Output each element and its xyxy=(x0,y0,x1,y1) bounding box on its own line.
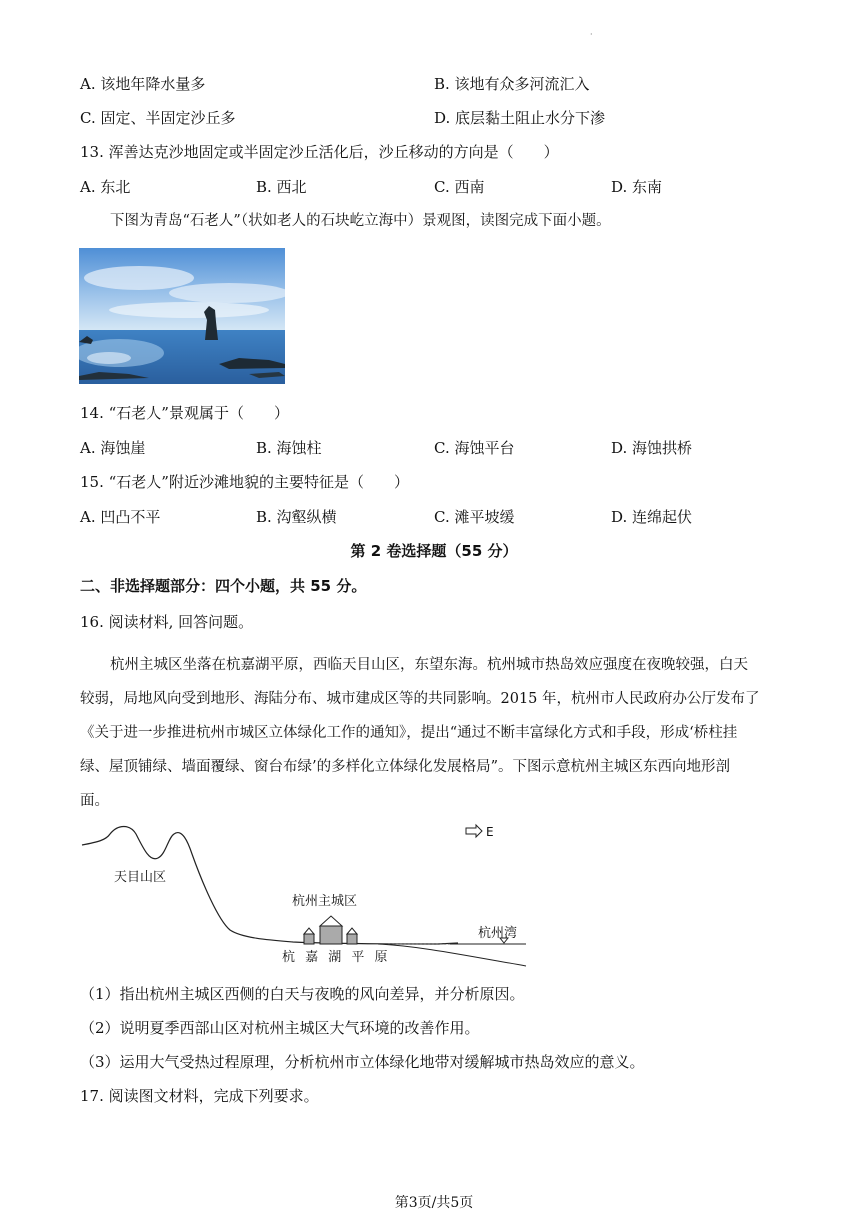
direction-label: E xyxy=(486,825,494,839)
q16-sub1: （1）指出杭州主城区西侧的白天与夜晚的风向差异，并分析原因。 xyxy=(80,985,525,1003)
q15-stem: 15. “石老人”附近沙滩地貌的主要特征是（ ） xyxy=(80,473,409,491)
mountain-label: 天目山区 xyxy=(114,870,167,885)
plain-label: 杭 嘉 湖 平 原 xyxy=(282,950,388,965)
q17-stem: 17. 阅读图文材料，完成下列要求。 xyxy=(80,1087,319,1105)
q12-option-d: D. 底层黏土阻止水分下渗 xyxy=(434,109,606,127)
terrain-profile-diagram xyxy=(78,820,538,970)
intro-14-15: 下图为青岛“石老人”（状如老人的石块屹立海中）景观图，读图完成下面小题。 xyxy=(110,213,611,229)
shilaoren-photo xyxy=(79,248,285,384)
page-mark: · xyxy=(590,30,593,39)
q14-option-d: D. 海蚀拱桥 xyxy=(611,439,693,457)
q13-option-a: A. 东北 xyxy=(80,178,131,196)
section-title: 第 2 卷选择题（55 分） xyxy=(350,542,518,560)
q13-option-b: B. 西北 xyxy=(256,178,307,196)
q13-option-c: C. 西南 xyxy=(434,178,485,196)
q16-passage-line-2: 较弱，局地风向受到地形、海陆分布、城市建成区等的共同影响。2015 年，杭州市人民政府办公厅发布了 xyxy=(80,691,760,707)
part2-heading: 二、非选择题部分：四个小题，共 55 分。 xyxy=(80,577,367,595)
q16-passage-line-3: 《关于进一步推进杭州市城区立体绿化工作的通知》，提出“通过不断丰富绿化方式和手段，形成‘桥柱挂 xyxy=(80,725,738,741)
q15-option-c: C. 滩平坡缓 xyxy=(434,508,515,526)
bay-label: 杭州湾 xyxy=(478,926,518,941)
q12-option-c: C. 固定、半固定沙丘多 xyxy=(80,109,236,127)
q15-option-a: A. 凹凸不平 xyxy=(80,508,161,526)
q15-option-b: B. 沟壑纵横 xyxy=(256,508,337,526)
q16-passage-line-1: 杭州主城区坐落在杭嘉湖平原，西临天目山区，东望东海。杭州城市热岛效应强度在夜晚较强，白天 xyxy=(110,657,748,673)
q16-stem: 16. 阅读材料, 回答问题。 xyxy=(80,613,254,631)
q16-sub2: （2）说明夏季西部山区对杭州主城区大气环境的改善作用。 xyxy=(80,1019,480,1037)
city-label: 杭州主城区 xyxy=(292,894,358,909)
q14-stem: 14. “石老人”景观属于（ ） xyxy=(80,404,289,422)
q16-sub3: （3）运用大气受热过程原理，分析杭州市立体绿化地带对缓解城市热岛效应的意义。 xyxy=(80,1053,645,1071)
q13-stem: 13. 浑善达克沙地固定或半固定沙丘活化后，沙丘移动的方向是（ ） xyxy=(80,143,559,161)
q14-option-a: A. 海蚀崖 xyxy=(80,439,146,457)
q16-passage-line-4: 绿、屋顶铺绿、墙面覆绿、窗台布绿’的多样化立体绿化发展格局”。下图示意杭州主城区东西向地形剖 xyxy=(80,759,731,775)
page-footer: 第3页/共5页 xyxy=(394,1195,474,1211)
q14-option-c: C. 海蚀平台 xyxy=(434,439,515,457)
q16-passage-line-5: 面。 xyxy=(80,793,109,809)
q12-option-a: A. 该地年降水量多 xyxy=(80,75,206,93)
q15-option-d: D. 连绵起伏 xyxy=(611,508,693,526)
q14-option-b: B. 海蚀柱 xyxy=(256,439,322,457)
q13-option-d: D. 东南 xyxy=(611,178,663,196)
q12-option-b: B. 该地有众多河流汇入 xyxy=(434,75,590,93)
